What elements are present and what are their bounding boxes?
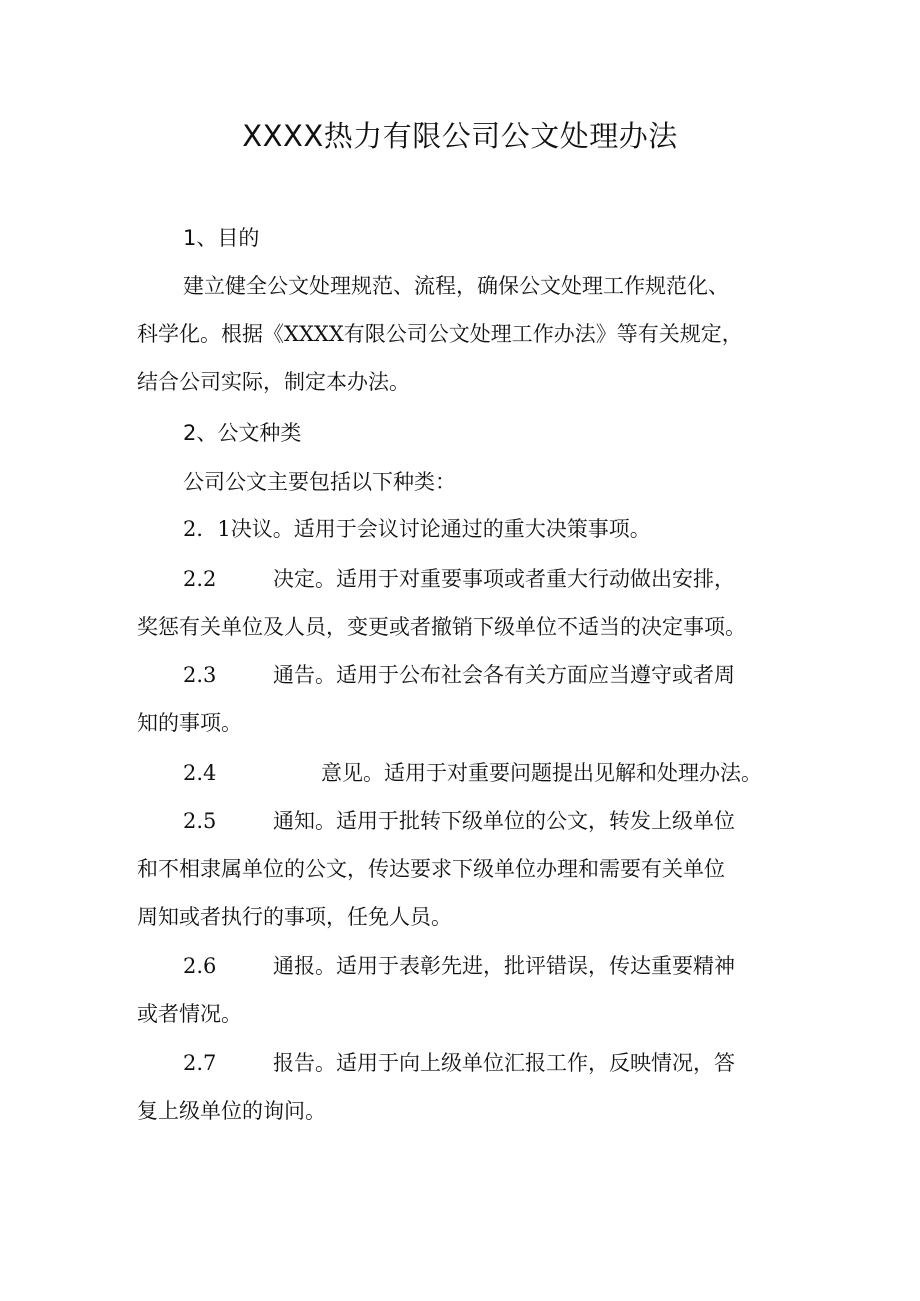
item-number: 2.3 [183, 663, 217, 687]
item-number: 2.6 [183, 954, 217, 978]
list-item [183, 797, 735, 845]
list-item [183, 942, 735, 990]
item-text: 决议。适用于会议讨论通过的重大决策事项。 [230, 517, 651, 541]
item-continuation-line: 周知或者执行的事项，任免人员。 [137, 905, 452, 929]
list-item [183, 651, 735, 699]
item-number: 2.2 [183, 567, 217, 591]
item-number: 2.7 [183, 1051, 217, 1075]
document-title: XXXX热力有限公司公文处理办法 [242, 119, 678, 153]
list-item [183, 1039, 735, 1087]
item-text: 通告。适用于公布社会各有关方面应当遵守或者周 [273, 663, 735, 687]
paragraph-line: 科学化。根据《XXXX有限公司公文处理工作办法》等有关规定， [137, 322, 743, 346]
list-item [183, 749, 762, 797]
item-number: 2．1 [183, 517, 231, 541]
item-continuation-line: 或者情况。 [137, 1002, 242, 1026]
list-item [183, 555, 735, 603]
item-continuation-line: 知的事项。 [137, 711, 242, 735]
item-text: 通知。适用于批转下级单位的公文，转发上级单位 [273, 809, 735, 833]
item-text: 通报。适用于表彰先进，批评错误，传达重要精神 [273, 954, 735, 978]
item-text: 决定。适用于对重要事项或者重大行动做出安排， [273, 567, 735, 591]
item-continuation-line: 和不相隶属单位的公文，传达要求下级单位办理和需要有关单位 [137, 857, 725, 881]
section-heading-document-types: 2、公文种类 [183, 421, 302, 445]
item-continuation-line: 复上级单位的询问。 [137, 1099, 326, 1123]
item-number: 2.4 [183, 761, 217, 785]
item-number: 2.5 [183, 809, 217, 833]
list-item [183, 505, 651, 553]
item-text: 报告。适用于向上级单位汇报工作，反映情况，答 [273, 1051, 735, 1075]
section-intro: 公司公文主要包括以下种类： [183, 470, 456, 494]
paragraph-line: 建立健全公文处理规范、流程，确保公文处理工作规范化、 [183, 274, 729, 298]
section-heading-purpose: 1、目的 [183, 226, 260, 250]
paragraph-line: 结合公司实际，制定本办法。 [137, 370, 410, 394]
item-text: 意见。适用于对重要问题提出见解和处理办法。 [321, 761, 762, 785]
item-continuation-line: 奖惩有关单位及人员，变更或者撤销下级单位不适当的决定事项。 [137, 615, 746, 639]
